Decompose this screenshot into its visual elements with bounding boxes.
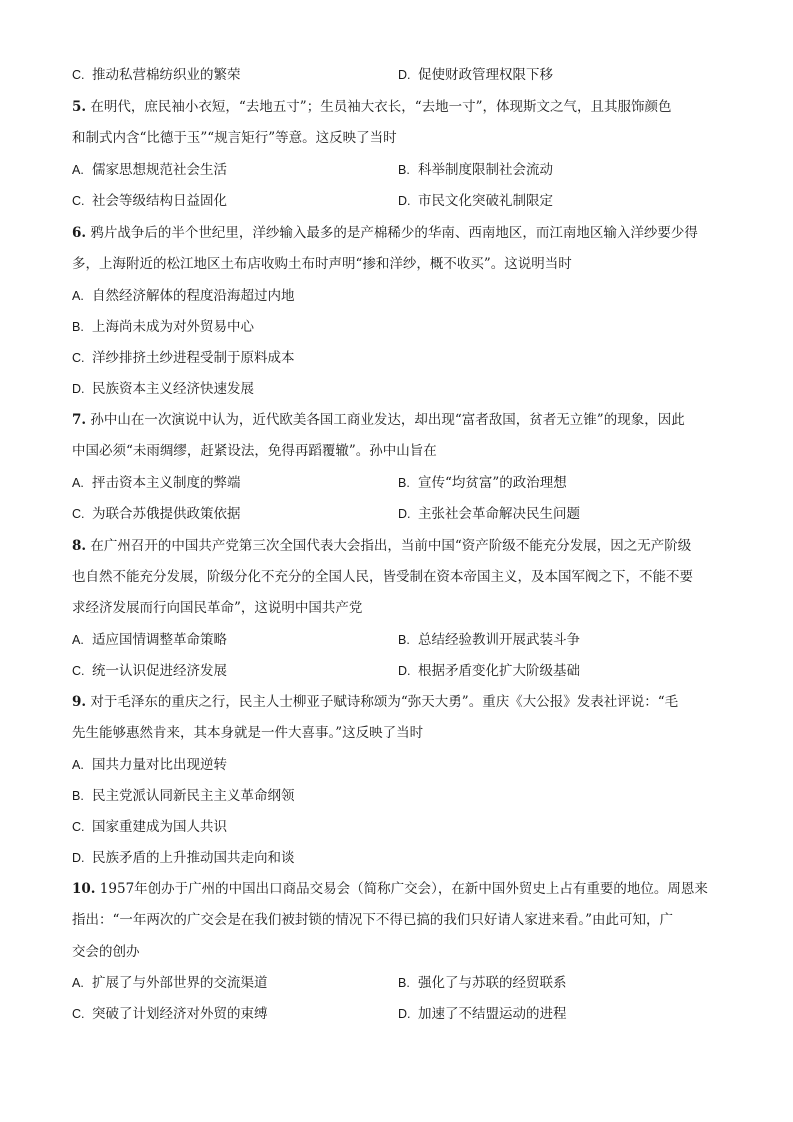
option-letter: C. [72,351,85,365]
option-letter: D. [398,507,411,521]
stem-text: 交会的创办 [72,944,140,960]
q5-options-row-cd [72,190,722,212]
stem-text: 对于毛泽东的重庆之行，民主人士柳亚子赋诗称颂为“弥天大勇”。重庆《大公报》发表社评说：“毛 [90,694,679,710]
q10-option-a [72,972,268,994]
q7-option-b [398,472,567,494]
option-text: 民族矛盾的上升推动国共走向和谈 [92,850,295,866]
q8-stem-line-3 [72,597,722,619]
option-letter: A. [72,163,84,177]
option-text: 国共力量对比出现逆转 [92,757,227,773]
option-letter: B. [72,320,84,334]
stem-text: 多，上海附近的松江地区土布店收购土布时声明“掺和洋纱，概不收买”。这说明当时 [72,256,572,272]
option-letter: B. [398,633,410,647]
option-text: 自然经济解体的程度沿海超过内地 [92,288,295,304]
q4-option-c [72,64,241,86]
q8-stem-line-1 [72,535,722,557]
q6-option-a [72,285,722,307]
q5-stem-line-1 [72,96,722,118]
q6-option-d [72,378,722,400]
question-number: 8. [72,538,87,554]
question-number: 10. [72,881,96,897]
q10-option-d [398,1003,567,1025]
option-letter: B. [72,789,84,803]
option-letter: B. [398,163,410,177]
option-letter: A. [72,476,84,490]
option-text: 适应国情调整革命策略 [92,632,227,648]
q5-option-c [72,190,227,212]
option-text: 科举制度限制社会流动 [418,162,553,178]
stem-text: 也自然不能充分发展，阶级分化不充分的全国人民，皆受制在资本帝国主义，及本国军阀之下，不能不要 [72,569,693,585]
option-text: 扩展了与外部世界的交流渠道 [92,975,268,991]
q8-option-d [398,660,580,682]
stem-text: 在明代，庶民袖小衣短，“去地五寸”；生员袖大衣长，“去地一寸”，体现斯文之气，且其服饰颜色 [90,99,672,115]
option-letter: A. [72,758,84,772]
q8-options-row-cd [72,660,722,682]
q9-option-a [72,754,722,776]
option-text: 洋纱排挤土纱进程受制于原料成本 [92,350,295,366]
option-letter: D. [72,382,85,396]
option-text: 总结经验教训开展武装斗争 [418,632,580,648]
option-text: 上海尚未成为对外贸易中心 [92,319,254,335]
option-text: 抨击资本主义制度的弊端 [92,475,241,491]
stem-text: 先生能够惠然肯来，其本身就是一件大喜事。”这反映了当时 [72,725,424,741]
option-letter: D. [398,1007,411,1021]
option-text: 国家重建成为国人共识 [92,819,227,835]
q7-options-row-ab [72,472,722,494]
option-letter: D. [398,194,411,208]
q6-stem-line-2 [72,253,722,275]
stem-text: 孙中山在一次演说中认为，近代欧美各国工商业发达，却出现“富者敌国，贫者无立锥”的现象，因此 [90,412,685,428]
option-text: 社会等级结构日益固化 [92,193,227,209]
question-number: 6. [72,225,87,241]
q10-stem-line-2 [72,909,722,931]
option-letter: B. [398,476,410,490]
q9-stem-line-2 [72,722,722,744]
q6-option-c [72,347,722,369]
q9-stem-line-1 [72,691,722,713]
q5-options-row-ab [72,159,722,181]
option-text: 主张社会革命解决民生问题 [418,506,580,522]
q10-stem-line-1 [72,878,722,900]
q10-option-b [398,972,567,994]
stem-text: 鸦片战争后的半个世纪里，洋纱输入最多的是产棉稀少的华南、西南地区，而江南地区输入洋纱要少得 [90,225,698,241]
q8-options-row-ab [72,629,722,651]
stem-text: 1957年创办于广州的中国出口商品交易会（简称广交会），在新中国外贸史上占有重要的地位。周恩来 [99,881,708,897]
q8-option-c [72,660,227,682]
option-text: 儒家思想规范社会生活 [92,162,227,178]
q6-option-b [72,316,722,338]
question-number: 7. [72,412,87,428]
option-text: 加速了不结盟运动的进程 [418,1006,567,1022]
q6-stem-line-1 [72,222,722,244]
option-text: 为联合苏俄提供政策依据 [92,506,241,522]
q5-option-a [72,159,227,181]
option-text: 根据矛盾变化扩大阶级基础 [418,663,580,679]
option-letter: C. [72,194,85,208]
option-text: 突破了计划经济对外贸的束缚 [92,1006,268,1022]
option-text: 促使财政管理权限下移 [418,67,553,83]
q8-option-b [398,629,580,651]
q10-option-c [72,1003,268,1025]
option-letter: C. [72,820,85,834]
option-text: 宣传“均贫富”的政治理想 [418,475,567,491]
option-text: 民主党派认同新民主主义革命纲领 [92,788,295,804]
q4-option-d [398,64,553,86]
q9-option-d [72,847,722,869]
stem-text: 指出：“一年两次的广交会是在我们被封锁的情况下不得已搞的我们只好请人家进来看。”由此可知，广 [72,912,674,928]
option-letter: B. [398,976,410,990]
q7-option-c [72,503,241,525]
q10-options-row-cd [72,1003,722,1025]
option-letter: D. [398,68,411,82]
q9-option-b [72,785,722,807]
stem-text: 求经济发展而行向国民革命”，这说明中国共产党 [72,600,363,616]
question-number: 9. [72,694,87,710]
q7-option-d [398,503,580,525]
option-letter: C. [72,1007,85,1021]
option-letter: A. [72,976,84,990]
option-letter: C. [72,507,85,521]
q5-stem-line-2 [72,127,722,149]
option-text: 市民文化突破礼制限定 [418,193,553,209]
q9-option-c [72,816,722,838]
stem-text: 中国必须“未雨绸缪，赶紧设法，免得再蹈覆辙”。孙中山旨在 [72,443,437,459]
option-letter: D. [398,664,411,678]
q10-stem-line-3 [72,941,722,963]
option-text: 推动私营棉纺织业的繁荣 [92,67,241,83]
q7-stem-line-2 [72,440,722,462]
option-text: 统一认识促进经济发展 [92,663,227,679]
q8-stem-line-2 [72,566,722,588]
q5-option-b [398,159,553,181]
stem-text: 和制式内含“比德于玉”“规言矩行”等意。这反映了当时 [72,130,397,146]
q7-option-a [72,472,241,494]
q5-option-d [398,190,553,212]
q10-options-row-ab [72,972,722,994]
option-letter: D. [72,851,85,865]
q4-options-row-cd [72,64,722,86]
option-text: 民族资本主义经济快速发展 [92,381,254,397]
stem-text: 在广州召开的中国共产党第三次全国代表大会指出，当前中国“资产阶级不能充分发展，因之无产阶级 [90,538,692,554]
q7-options-row-cd [72,503,722,525]
q8-option-a [72,629,227,651]
option-letter: C. [72,664,85,678]
option-letter: A. [72,289,84,303]
option-letter: A. [72,633,84,647]
option-text: 强化了与苏联的经贸联系 [418,975,567,991]
q7-stem-line-1 [72,409,722,431]
question-number: 5. [72,99,87,115]
option-letter: C. [72,68,85,82]
